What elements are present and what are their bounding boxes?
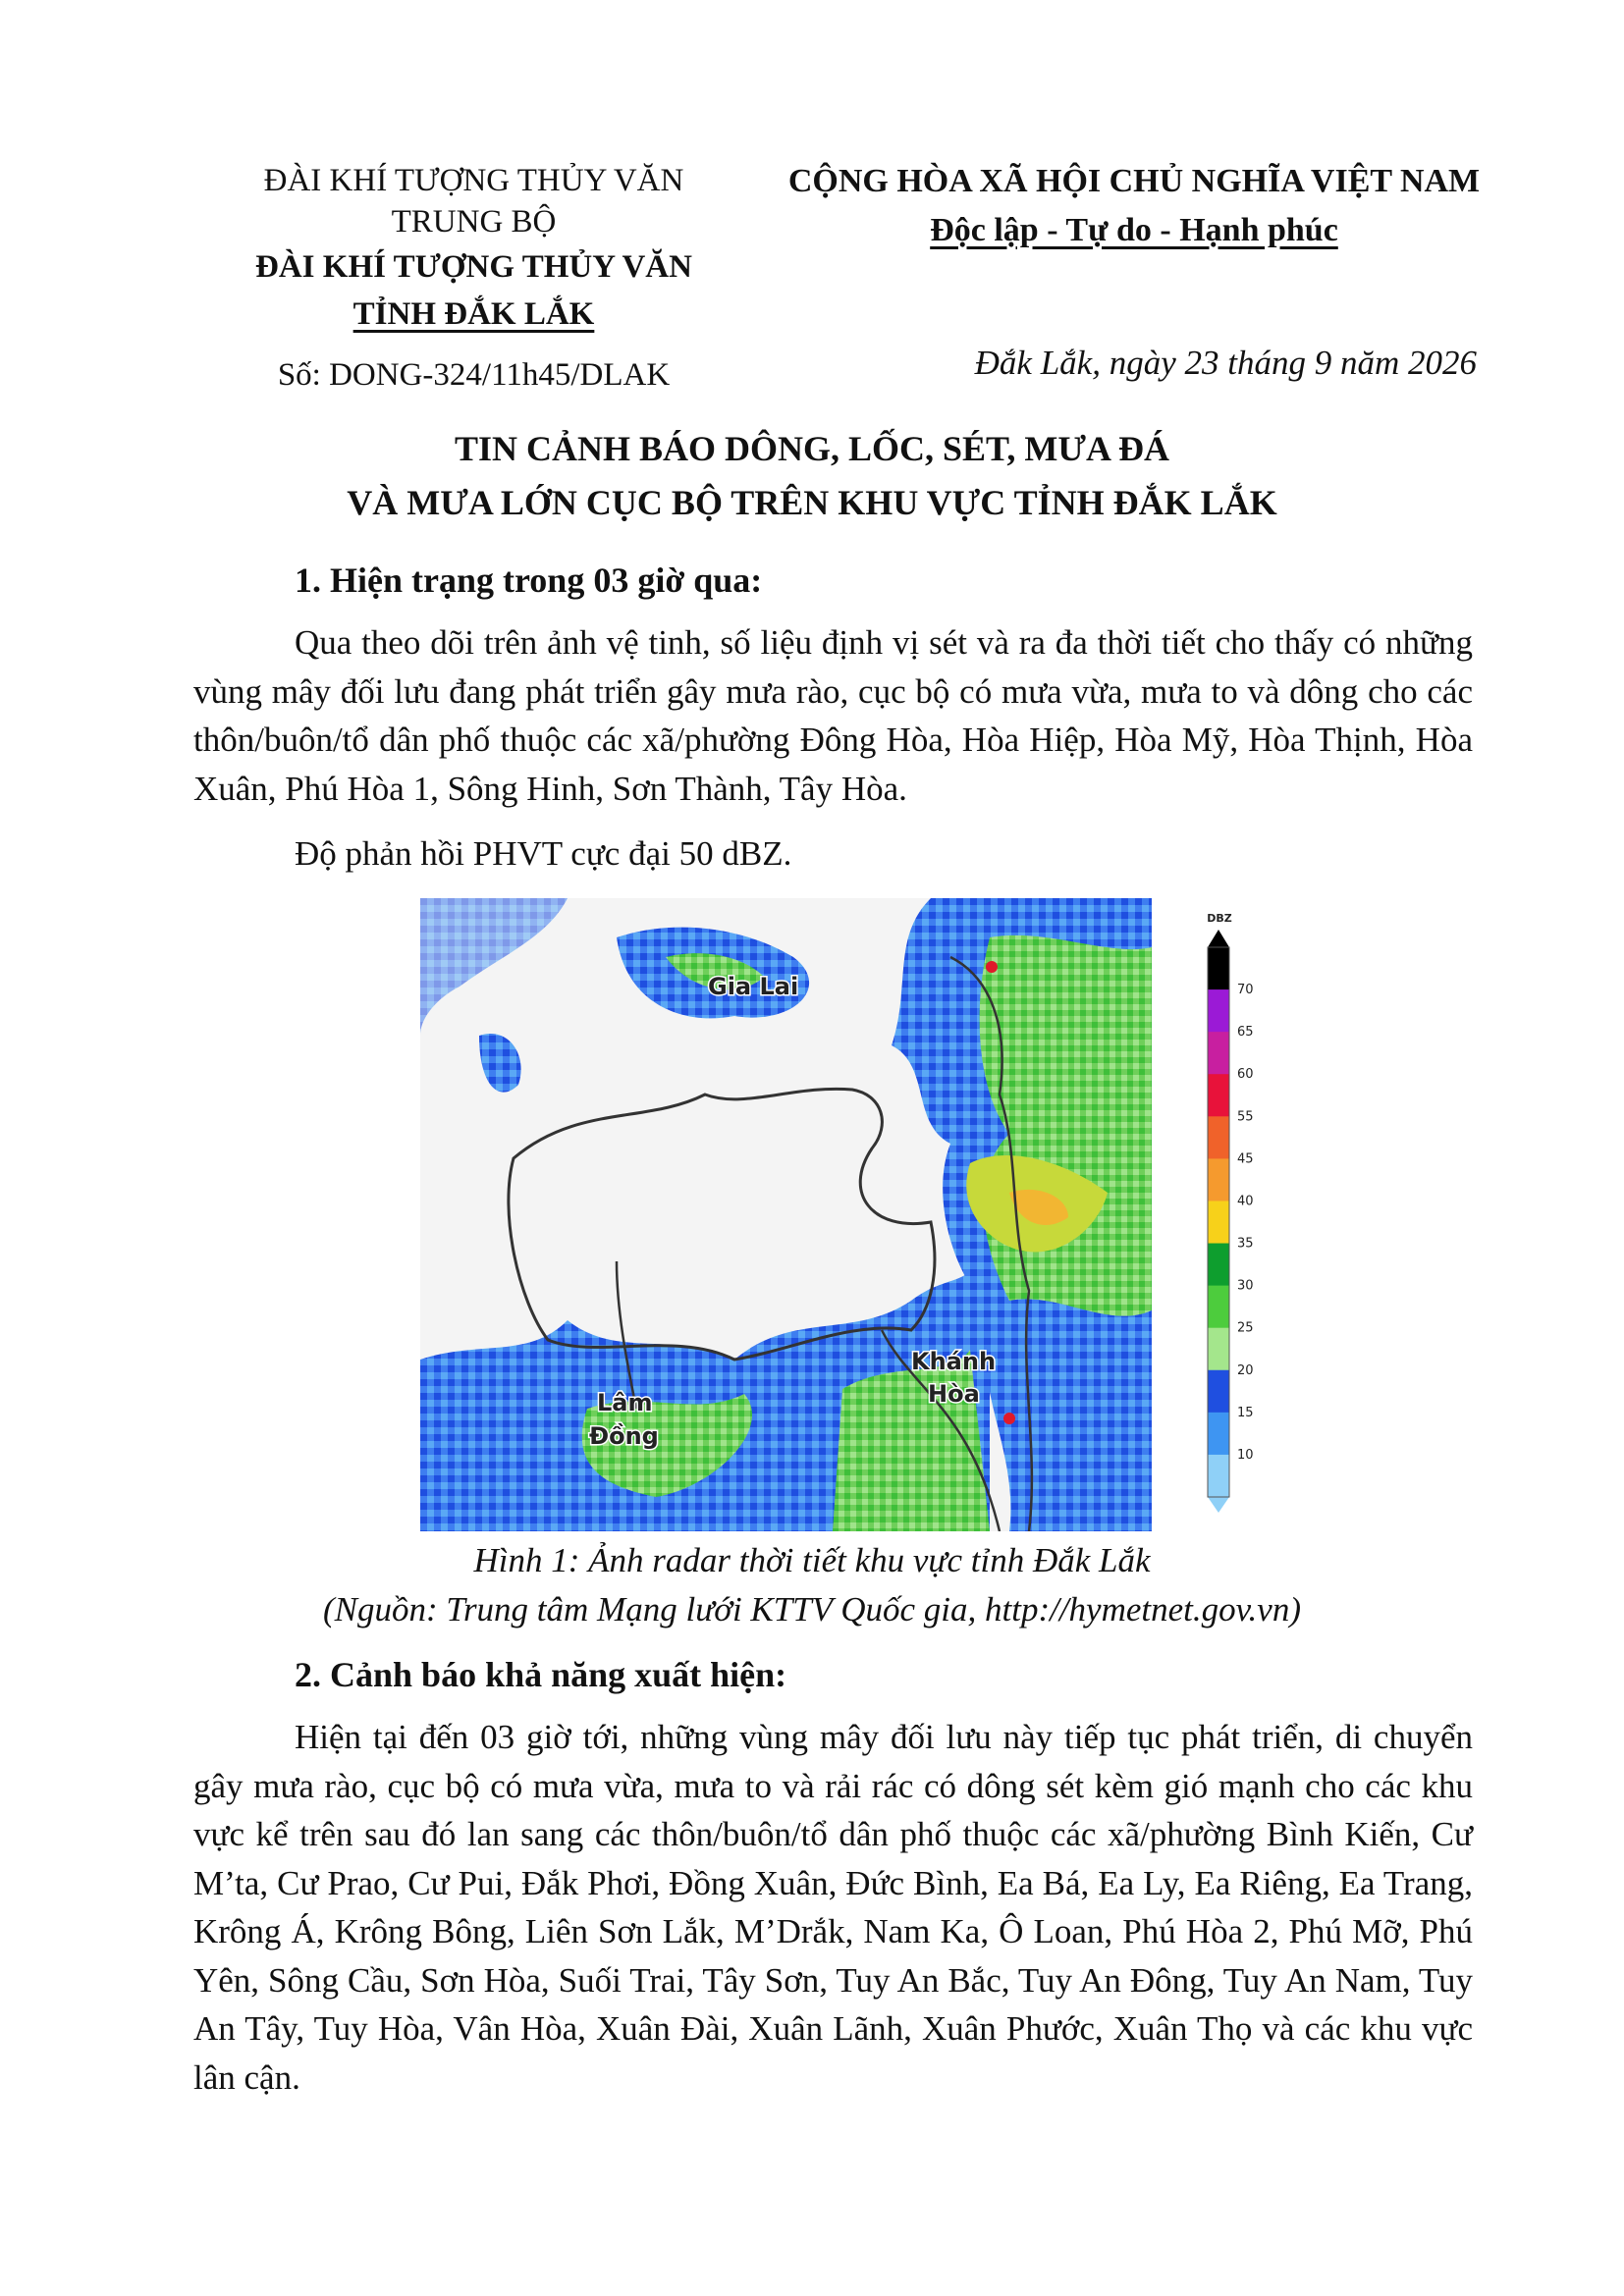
legend-swatch xyxy=(1208,947,1229,990)
legend-tick-label: 15 xyxy=(1237,1405,1254,1420)
legend-tick-label: 20 xyxy=(1237,1362,1254,1378)
rain-echo-east-green xyxy=(980,935,1152,1316)
legend-swatch xyxy=(1208,1286,1229,1329)
legend-top-arrow xyxy=(1208,930,1229,947)
document-title-line2: VÀ MƯA LỚN CỤC BỘ TRÊN KHU VỰC TỈNH ĐẮK LẮK xyxy=(347,483,1277,522)
document-title-line1: TIN CẢNH BÁO DÔNG, LỐC, SÉT, MƯA ĐÁ xyxy=(454,429,1170,468)
agency-name-line2: TỈNH ĐẮK LẮK xyxy=(352,296,595,332)
legend-swatch xyxy=(1208,1328,1229,1371)
agency-name-line2-wrap xyxy=(236,291,712,338)
legend-tick-label: 40 xyxy=(1237,1194,1254,1209)
map-label-lam-dong-1: Lâm xyxy=(597,1389,653,1416)
map-label-gia-lai: Gia Lai xyxy=(708,973,799,1000)
agency-header xyxy=(236,157,712,399)
legend-tick-label: 35 xyxy=(1237,1236,1254,1252)
city-marker-north xyxy=(986,961,998,973)
legend-bar xyxy=(1208,930,1229,1513)
section1-heading: 1. Hiện trạng trong 03 giờ qua: xyxy=(295,561,763,600)
agency-name-line1: ĐÀI KHÍ TƯỢNG THỦY VĂN xyxy=(255,249,692,285)
date-place: Đắk Lắk, ngày 23 tháng 9 năm 2026 xyxy=(974,344,1477,382)
legend-unit: DBZ xyxy=(1207,912,1232,925)
legend-ticks xyxy=(1237,983,1254,1463)
legend-swatch xyxy=(1208,1244,1229,1287)
legend-tick-label: 60 xyxy=(1237,1067,1254,1083)
agency-parent-line2: TRUNG BỘ xyxy=(391,204,557,240)
legend-tick-label: 55 xyxy=(1237,1109,1254,1125)
legend-swatch xyxy=(1208,1370,1229,1414)
figure-caption xyxy=(0,1536,1624,1634)
motto-wrap xyxy=(756,206,1512,255)
section2-heading: 2. Cảnh báo khả năng xuất hiện: xyxy=(295,1655,787,1694)
legend-swatch xyxy=(1208,1074,1229,1117)
legend-swatch xyxy=(1208,1032,1229,1075)
document-number: Số: DONG-324/11h45/DLAK xyxy=(277,357,671,393)
legend-swatch xyxy=(1208,1158,1229,1201)
figure-caption-source: (Nguồn: Trung tâm Mạng lưới KTTV Quốc gia, http://hymetnet.gov.vn) xyxy=(323,1590,1301,1629)
map-label-khanh-hoa-2: Hòa xyxy=(928,1380,980,1408)
reflectivity-note: Độ phản hồi PHVT cực đại 50 dBZ. xyxy=(295,834,792,873)
legend-swatch xyxy=(1208,1455,1229,1498)
legend-tick-label: 45 xyxy=(1237,1151,1254,1167)
map-label-lam-dong-2: Đồng xyxy=(589,1422,659,1450)
section1-paragraph: Qua theo dõi trên ảnh vệ tinh, số liệu định vị sét và ra đa thời tiết cho thấy có những vùng mây đối lưu đang phát triển gây mưa rào, cục bộ có mưa vừa, mưa to và dông cho các thôn/buôn/tổ dân phố thuộc các xã/phường Đông Hòa, Hòa Hiệp, Hòa Mỹ, Hòa Thịnh, Hòa Xuân, Phú Hòa 1, Sông Hinh, Sơn Thành, Tây Hòa. xyxy=(193,623,1473,808)
legend-tick-label: 10 xyxy=(1237,1447,1254,1463)
agency-parent-line1: ĐÀI KHÍ TƯỢNG THỦY VĂN xyxy=(263,163,684,198)
legend-swatch xyxy=(1208,989,1229,1033)
legend-tick-label: 30 xyxy=(1237,1278,1254,1294)
legend-swatch xyxy=(1208,1201,1229,1244)
map-label-khanh-hoa-1: Khánh xyxy=(911,1348,997,1375)
legend-bottom-arrow xyxy=(1208,1497,1229,1513)
radar-map-image xyxy=(420,898,1152,1531)
figure-caption-title: Hình 1: Ảnh radar thời tiết khu vực tỉnh Đắk Lắk xyxy=(473,1541,1151,1579)
legend-tick-label: 25 xyxy=(1237,1320,1254,1336)
legend-swatch xyxy=(1208,1413,1229,1456)
legend-tick-label: 65 xyxy=(1237,1025,1254,1041)
legend-tick-label: 70 xyxy=(1237,983,1254,998)
national-motto: Độc lập - Tự do - Hạnh phúc xyxy=(930,212,1338,248)
section2-paragraph: Hiện tại đến 03 giờ tới, những vùng mây đối lưu này tiếp tục phát triển, di chuyển gây mưa rào, cục bộ có mưa vừa, mưa to và rải rác có dông sét kèm gió mạnh cho các khu vực kể trên sau đó lan sang các thôn/buôn/tổ dân phố thuộc các xã/phường Bình Kiến, Cư M’ta, Cư Prao, Cư Pui, Đắk Phơi, Đồng Xuân, Đức Bình, Ea Bá, Ea Ly, Ea Riêng, Ea Trang, Krông Á, Krông Bông, Liên Sơn Lắk, M’Drắk, Nam Ka, Ô Loan, Phú Hòa 2, Phú Mỡ, Phú Yên, Sông Cầu, Sơn Hòa, Suối Trai, Tây Sơn, Tuy An Bắc, Tuy An Đông, Tuy An Nam, Tuy An Tây, Tuy Hòa, Vân Hòa, Xuân Đài, Xuân Lãnh, Xuân Phước, Xuân Thọ và các khu vực lân cận. xyxy=(193,1718,1473,2097)
national-title: CỘNG HÒA XÃ HỘI CHỦ NGHĨA VIỆT NAM xyxy=(787,163,1481,199)
legend-swatch xyxy=(1208,1116,1229,1159)
city-marker-south xyxy=(1003,1413,1015,1424)
document-title xyxy=(0,422,1624,530)
national-header xyxy=(756,157,1512,255)
dbz-color-legend xyxy=(1178,908,1276,1517)
